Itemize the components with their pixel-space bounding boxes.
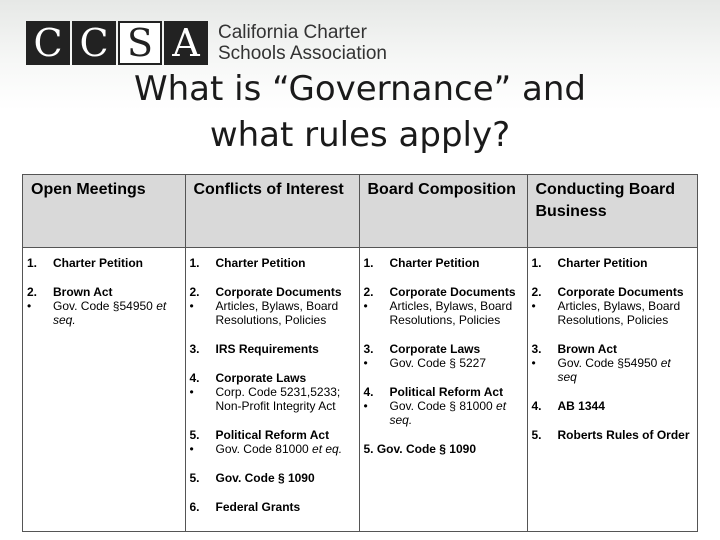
title-line1: What is “Governance” and [133,69,586,109]
logo-line1: California Charter [218,22,367,43]
list-item: 5. Political Reform Act • Gov. Code 81000 et eq. [189,428,343,456]
list-item: 1. Charter Petition [27,256,144,270]
list-item: 2. Corporate Documents • Articles, Bylaws, Board Resolutions, Policies [363,285,516,327]
column-open-meetings [23,248,185,532]
list-item-gov-code-1090: 5. Gov. Code § 1090 [363,442,476,456]
list-item: 6. Federal Grants [189,500,301,514]
list-item: 4. Political Reform Act • Gov. Code § 81000 et seq. [363,385,507,427]
list-item: 5. Roberts Rules of Order [531,428,690,442]
governance-table [22,174,698,532]
column-conducting-board-business [527,248,697,532]
list-item: 3. IRS Requirements [189,342,319,356]
list-item: 2. Corporate Documents • Articles, Bylaws, Board Resolutions, Policies [189,285,342,327]
logo-letter-a: A [164,21,208,65]
list-item: 1. Charter Petition [531,256,648,270]
list-item: 3. Corporate Laws • Gov. Code § 5227 [363,342,487,370]
logo-letter-s: S [118,21,162,65]
list-item: 1. Charter Petition [189,256,306,270]
title-line2: what rules apply? [209,115,511,155]
list-item: 5. Gov. Code § 1090 [189,471,315,485]
list-item: 1. Charter Petition [363,256,480,270]
logo-letter-c1: C [26,21,70,65]
logo-line2: Schools Association [218,43,387,64]
list-item: 4. Corporate Laws • Corp. Code 5231,5233; Non-Profit Integrity Act [189,371,341,413]
header-board-composition: Board Composition [359,175,527,248]
list-item: 3. Brown Act • Gov. Code §54950 et seq [531,342,671,384]
column-conflicts-of-interest [185,248,359,532]
header-conducting-board-business: Conducting Board Business [527,175,697,248]
list-item: 4. AB 1344 [531,399,605,413]
header-conflicts-of-interest: Conflicts of Interest [185,175,359,248]
ccsa-logo [26,20,387,66]
list-item: 2. Brown Act • Gov. Code §54950 et seq. [27,285,167,327]
header-open-meetings: Open Meetings [23,175,185,248]
slide-title [0,66,720,158]
list-item: 2. Corporate Documents • Articles, Bylaws, Board Resolutions, Policies [531,285,684,327]
logo-letter-c2: C [72,21,116,65]
logo-text [218,22,387,64]
column-board-composition [359,248,527,532]
